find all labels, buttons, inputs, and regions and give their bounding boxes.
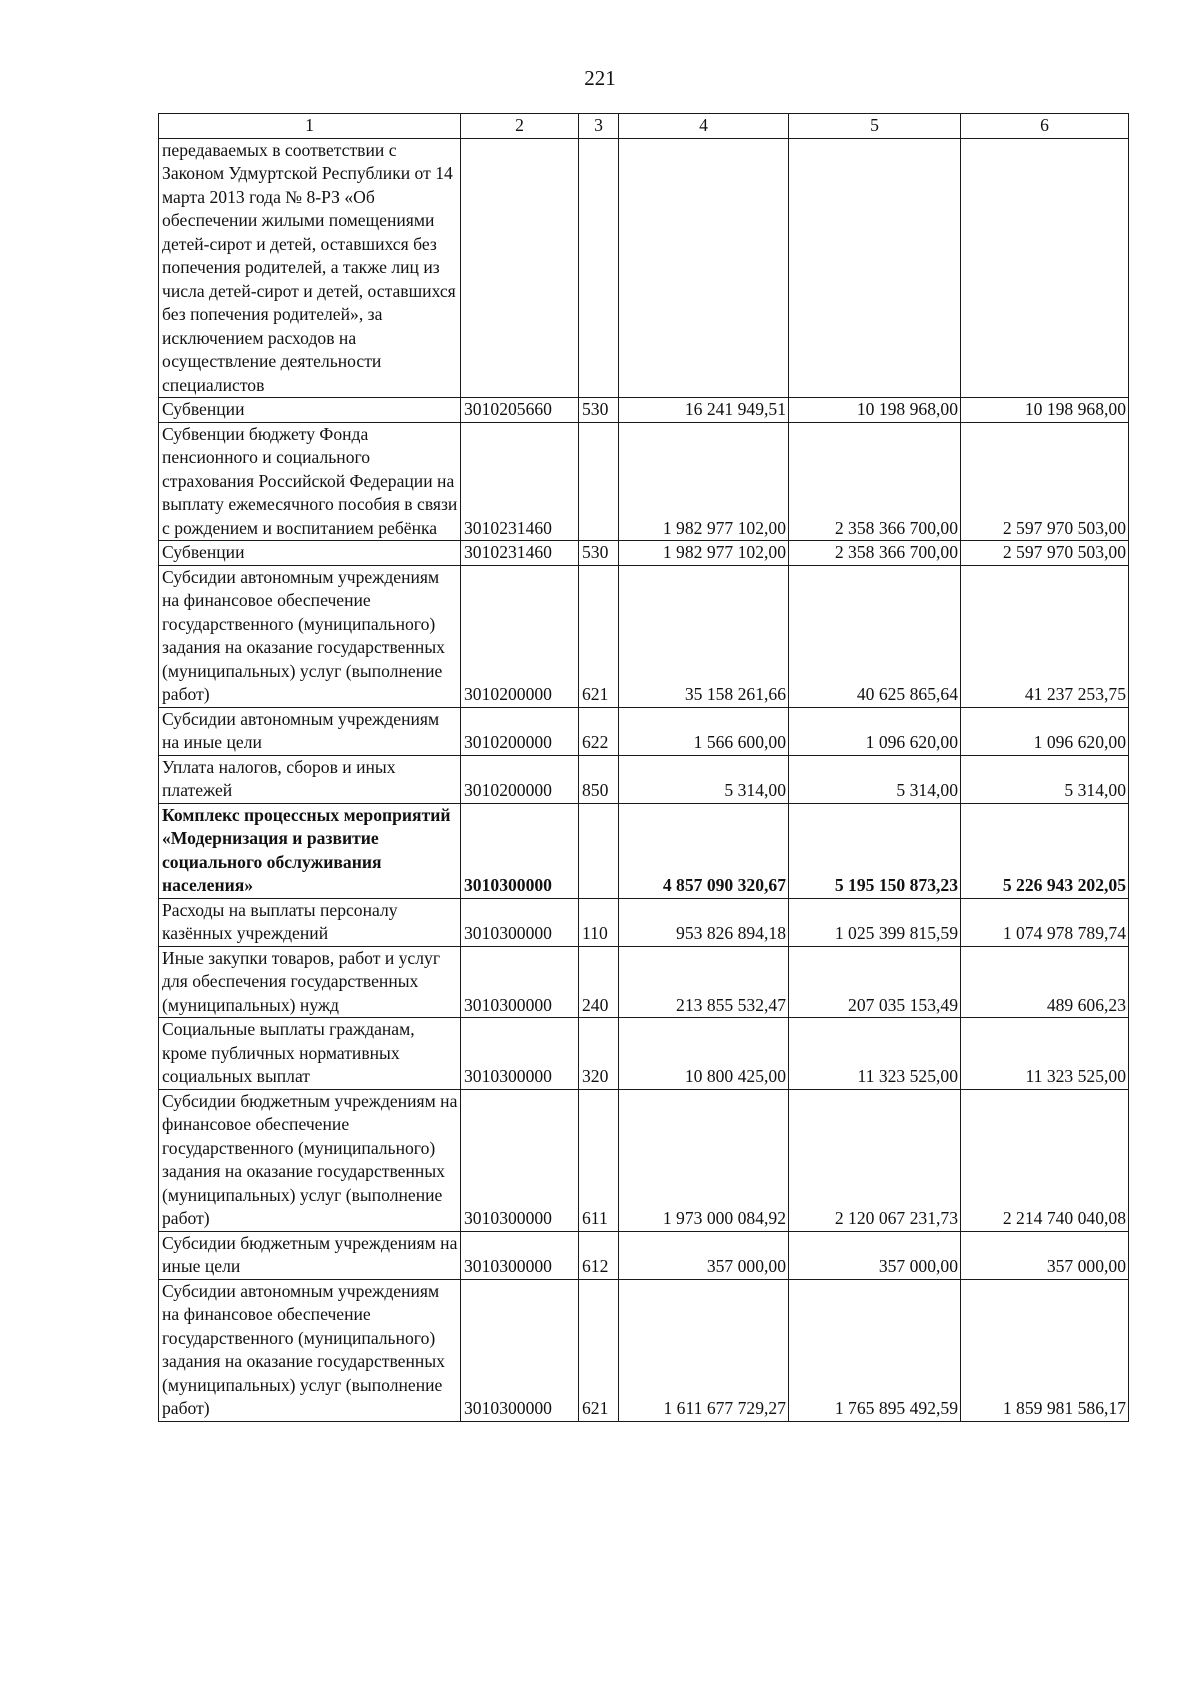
- row-amount-3-cell: 10 198 968,00: [961, 398, 1129, 423]
- row-expense-type-cell: 240: [579, 946, 619, 1018]
- row-expense-type-cell: 530: [579, 398, 619, 423]
- table-row: [159, 946, 1129, 1018]
- row-code-cell: 3010300000: [461, 803, 579, 898]
- row-amount-3-cell: 1 074 978 789,74: [961, 898, 1129, 946]
- row-code-cell: [461, 138, 579, 398]
- row-code-cell: 3010200000: [461, 565, 579, 707]
- row-code-cell: 3010300000: [461, 1231, 579, 1279]
- row-name-cell: Субсидии автономным учреждениям на иные цели: [159, 707, 461, 755]
- row-code-cell: 3010300000: [461, 1279, 579, 1421]
- row-expense-type-cell: 530: [579, 541, 619, 566]
- row-amount-3-cell: 2 597 970 503,00: [961, 422, 1129, 541]
- row-amount-2-cell: 2 358 366 700,00: [789, 541, 961, 566]
- row-amount-1-cell: 1 982 977 102,00: [619, 541, 789, 566]
- row-name-cell: Субвенции бюджету Фонда пенсионного и социального страхования Российской Федерации на выплату ежемесячного пособия в связи с рождением и воспитанием ребёнка: [159, 422, 461, 541]
- row-amount-1-cell: 16 241 949,51: [619, 398, 789, 423]
- column-header-code: 2: [461, 114, 579, 139]
- table-row: [159, 755, 1129, 803]
- row-name-cell: Иные закупки товаров, работ и услуг для обеспечения государственных (муниципальных) нужд: [159, 946, 461, 1018]
- row-amount-3-cell: 2 597 970 503,00: [961, 541, 1129, 566]
- table-row: [159, 707, 1129, 755]
- row-name-cell: Уплата налогов, сборов и иных платежей: [159, 755, 461, 803]
- row-name-cell: передаваемых в соответствии с Законом Удмуртской Республики от 14 марта 2013 года № 8-РЗ «Об обеспечении жилыми помещениями детей-сирот и детей, оставшихся без попечения родителей, а также лиц из числа детей-сирот и детей, оставшихся без попечения родителей», за исключением расходов на осуществление деятельности специалистов: [159, 138, 461, 398]
- table-row: [159, 541, 1129, 566]
- row-name-cell: Социальные выплаты гражданам, кроме публичных нормативных социальных выплат: [159, 1018, 461, 1090]
- row-code-cell: 3010300000: [461, 1089, 579, 1231]
- row-amount-3-cell: 5 226 943 202,05: [961, 803, 1129, 898]
- row-amount-1-cell: 1 982 977 102,00: [619, 422, 789, 541]
- table-row: [159, 1231, 1129, 1279]
- row-amount-3-cell: 489 606,23: [961, 946, 1129, 1018]
- row-expense-type-cell: 612: [579, 1231, 619, 1279]
- row-name-cell: Субвенции: [159, 541, 461, 566]
- budget-table: [158, 113, 1129, 1422]
- row-amount-2-cell: 1 096 620,00: [789, 707, 961, 755]
- row-name-cell: Субсидии бюджетным учреждениям на финансовое обеспечение государственного (муниципального) задания на оказание государственных (муниципальных) услуг (выполнение работ): [159, 1089, 461, 1231]
- row-amount-3-cell: 41 237 253,75: [961, 565, 1129, 707]
- row-expense-type-cell: [579, 422, 619, 541]
- row-amount-3-cell: [961, 138, 1129, 398]
- row-amount-2-cell: 40 625 865,64: [789, 565, 961, 707]
- row-amount-2-cell: 2 358 366 700,00: [789, 422, 961, 541]
- row-expense-type-cell: 621: [579, 565, 619, 707]
- row-expense-type-cell: [579, 138, 619, 398]
- row-name-cell: Расходы на выплаты персоналу казённых учреждений: [159, 898, 461, 946]
- row-expense-type-cell: 622: [579, 707, 619, 755]
- row-amount-2-cell: 1 765 895 492,59: [789, 1279, 961, 1421]
- table-row: [159, 898, 1129, 946]
- row-name-cell: Субсидии автономным учреждениям на финансовое обеспечение государственного (муниципального) задания на оказание государственных (муниципальных) услуг (выполнение работ): [159, 565, 461, 707]
- row-code-cell: 3010200000: [461, 707, 579, 755]
- row-amount-1-cell: 357 000,00: [619, 1231, 789, 1279]
- table-header-row: [159, 114, 1129, 139]
- table-row: [159, 1018, 1129, 1090]
- row-name-cell: Субвенции: [159, 398, 461, 423]
- row-amount-2-cell: 5 195 150 873,23: [789, 803, 961, 898]
- row-code-cell: 3010300000: [461, 946, 579, 1018]
- row-amount-2-cell: 2 120 067 231,73: [789, 1089, 961, 1231]
- row-expense-type-cell: [579, 803, 619, 898]
- row-code-cell: 3010205660: [461, 398, 579, 423]
- row-amount-3-cell: 2 214 740 040,08: [961, 1089, 1129, 1231]
- table-row: [159, 1089, 1129, 1231]
- row-code-cell: 3010300000: [461, 1018, 579, 1090]
- row-amount-1-cell: 35 158 261,66: [619, 565, 789, 707]
- table-row: [159, 422, 1129, 541]
- row-amount-1-cell: 213 855 532,47: [619, 946, 789, 1018]
- row-amount-2-cell: 10 198 968,00: [789, 398, 961, 423]
- row-name-cell: Субсидии бюджетным учреждениям на иные цели: [159, 1231, 461, 1279]
- row-amount-2-cell: 5 314,00: [789, 755, 961, 803]
- row-amount-1-cell: 1 973 000 084,92: [619, 1089, 789, 1231]
- row-name-cell: Комплекс процессных мероприятий «Модернизация и развитие социального обслуживания населения»: [159, 803, 461, 898]
- column-header-amount-1: 4: [619, 114, 789, 139]
- row-amount-2-cell: 11 323 525,00: [789, 1018, 961, 1090]
- table-row: [159, 1279, 1129, 1421]
- row-code-cell: 3010231460: [461, 422, 579, 541]
- row-amount-1-cell: [619, 138, 789, 398]
- row-amount-1-cell: 4 857 090 320,67: [619, 803, 789, 898]
- column-header-name: 1: [159, 114, 461, 139]
- row-amount-3-cell: 1 859 981 586,17: [961, 1279, 1129, 1421]
- row-amount-3-cell: 1 096 620,00: [961, 707, 1129, 755]
- table-row: [159, 138, 1129, 398]
- row-amount-1-cell: 1 611 677 729,27: [619, 1279, 789, 1421]
- column-header-amount-2: 5: [789, 114, 961, 139]
- table-row: [159, 398, 1129, 423]
- row-code-cell: 3010300000: [461, 898, 579, 946]
- table-body: [159, 138, 1129, 1421]
- table-row: [159, 565, 1129, 707]
- table-row: [159, 803, 1129, 898]
- column-header-amount-3: 6: [961, 114, 1129, 139]
- row-code-cell: 3010231460: [461, 541, 579, 566]
- row-expense-type-cell: 611: [579, 1089, 619, 1231]
- column-header-expense-type: 3: [579, 114, 619, 139]
- row-expense-type-cell: 850: [579, 755, 619, 803]
- row-amount-2-cell: 1 025 399 815,59: [789, 898, 961, 946]
- row-amount-1-cell: 1 566 600,00: [619, 707, 789, 755]
- row-amount-3-cell: 11 323 525,00: [961, 1018, 1129, 1090]
- row-expense-type-cell: 621: [579, 1279, 619, 1421]
- row-name-cell: Субсидии автономным учреждениям на финансовое обеспечение государственного (муниципального) задания на оказание государственных (муниципальных) услуг (выполнение работ): [159, 1279, 461, 1421]
- row-amount-2-cell: 357 000,00: [789, 1231, 961, 1279]
- row-code-cell: 3010200000: [461, 755, 579, 803]
- row-amount-2-cell: 207 035 153,49: [789, 946, 961, 1018]
- row-amount-3-cell: 357 000,00: [961, 1231, 1129, 1279]
- row-expense-type-cell: 320: [579, 1018, 619, 1090]
- row-amount-2-cell: [789, 138, 961, 398]
- row-amount-1-cell: 953 826 894,18: [619, 898, 789, 946]
- row-amount-3-cell: 5 314,00: [961, 755, 1129, 803]
- row-expense-type-cell: 110: [579, 898, 619, 946]
- row-amount-1-cell: 5 314,00: [619, 755, 789, 803]
- page-number: 221: [584, 66, 616, 90]
- row-amount-1-cell: 10 800 425,00: [619, 1018, 789, 1090]
